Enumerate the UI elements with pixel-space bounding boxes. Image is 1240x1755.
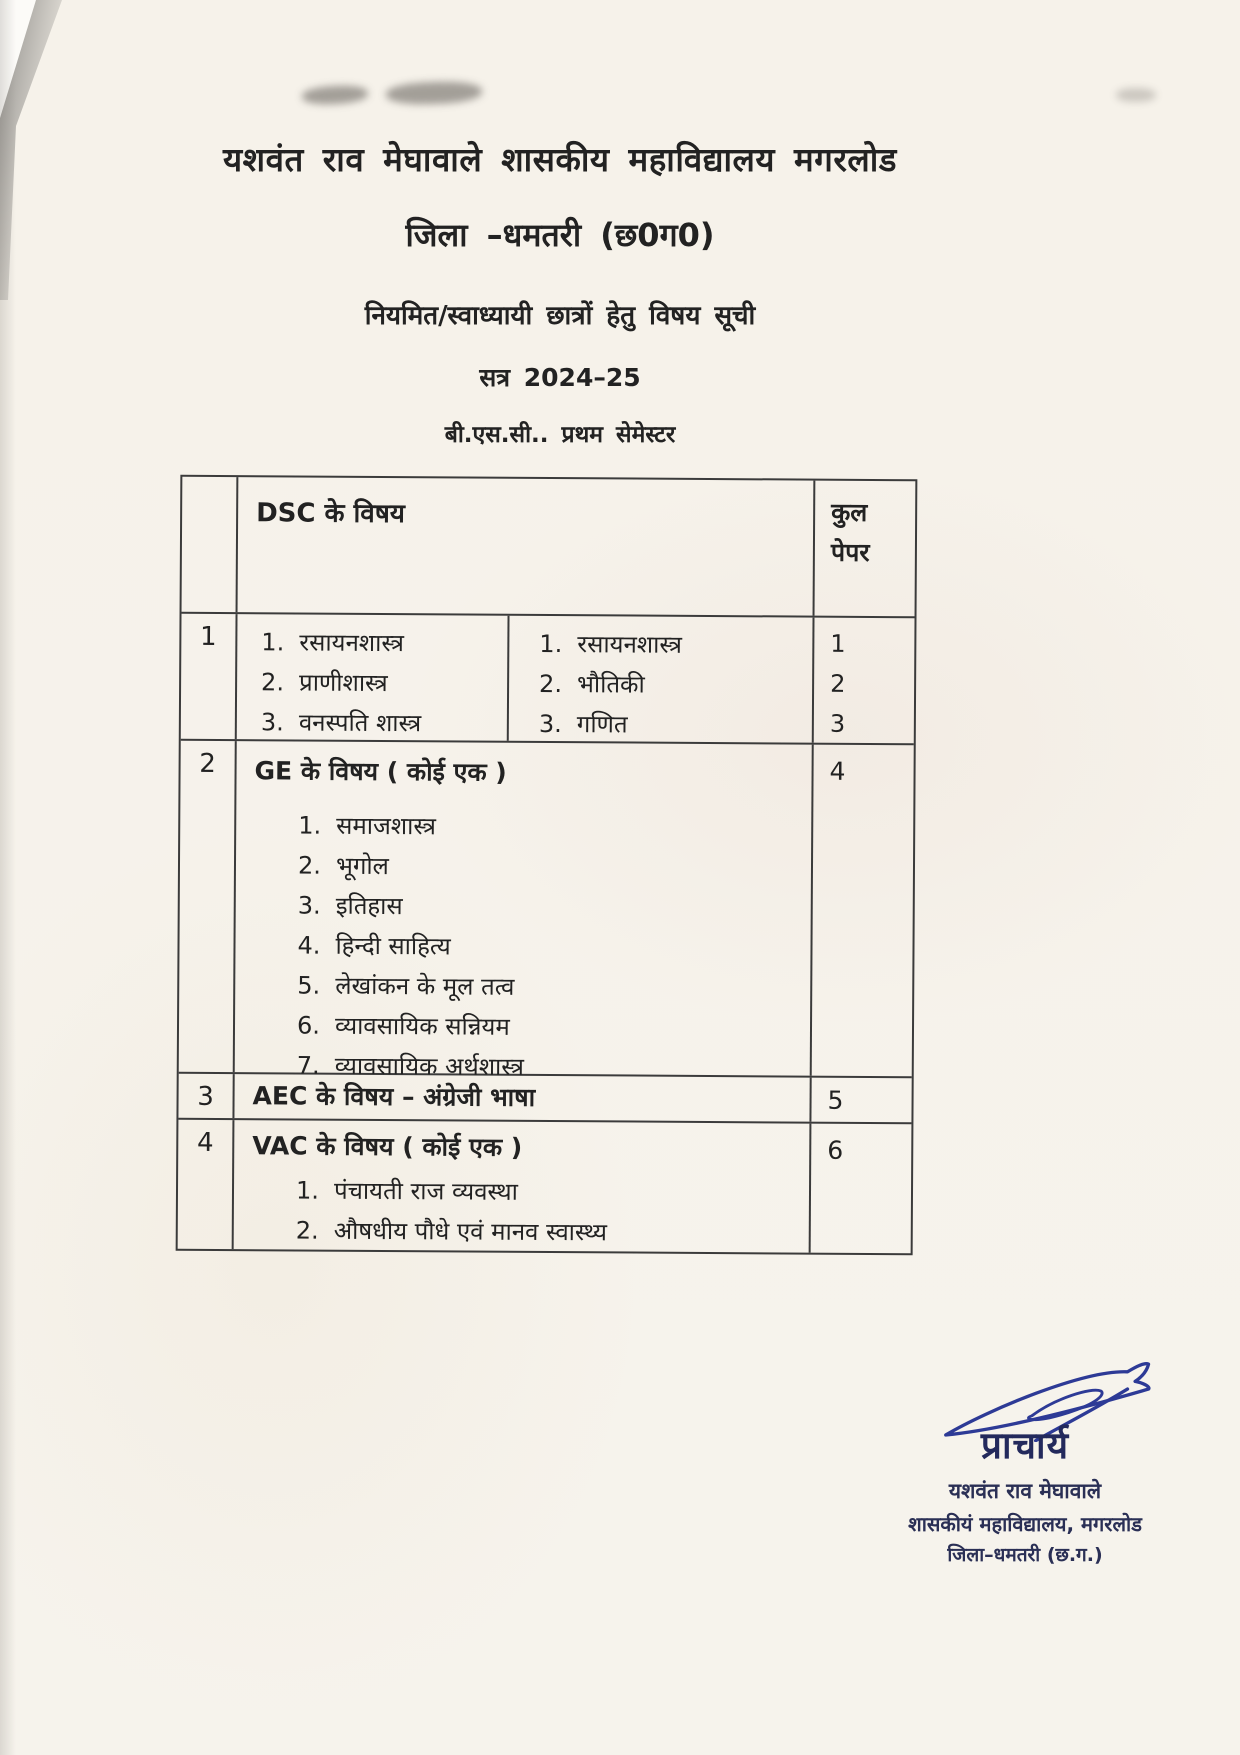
list-item: 4. हिन्दी साहित्य [297,931,451,961]
dsc-list-b [509,616,813,743]
papers-header-line1: कुल [831,497,868,527]
papers-count-cell [814,618,915,744]
ge-subjects-cell [235,741,814,1081]
header-subject-cell: DSC के विषय [238,477,816,616]
header-papers-cell [815,481,916,617]
vac-heading: VAC के विषय ( कोई एक ) [252,1131,523,1162]
list-item: 1. रसायनशास्त्र [261,628,405,658]
ge-list [297,805,812,1088]
list-item: 1. समाजशास्त्र [298,811,437,841]
list-item: 2. भौतिकी [539,669,645,699]
list-item: 2. औषधीय पौधे एवं मानव स्वास्थ्य [295,1216,608,1247]
row-sn: 4 [178,1120,235,1249]
papers-count-cell: 5 [827,1085,844,1115]
list-item: 2. भूगोल [297,851,389,881]
scan-smudge [302,84,369,105]
papers-count: 3 [829,709,846,738]
header-sn-cell [182,477,239,612]
list-item: 1. रसायनशास्त्र [539,629,683,659]
vac-list [296,1170,809,1253]
signature-block [880,1360,1170,1567]
row-sn: 3 [178,1074,234,1118]
list-item: 2. प्राणीशास्त्र [261,668,388,698]
signature-designation: प्राचार्य [980,1424,1070,1467]
subject-list-heading: नियमित/स्वाध्यायी छात्रों हेतु विषय सूची [364,301,756,331]
dsc-list-a [237,614,510,741]
papers-count-cell: 4 [829,756,846,786]
list-item: 1. पंचायती राज व्यवस्था [295,1176,518,1206]
scan-smudge [386,80,483,105]
course-semester-line: बी.एस.सी.. प्रथम सेमेस्टर [444,422,676,448]
list-item: 5. लेखांकन के मूल तत्व [297,971,515,1001]
list-item: 6. व्यावसायिक सन्नियम [296,1011,510,1041]
list-item: 3. इतिहास [297,891,403,921]
list-item: 3. वनस्पति शास्त्र [260,708,422,738]
aec-heading: AEC के विषय – अंग्रेजी भाषा [252,1081,536,1112]
papers-count: 1 [830,629,846,658]
session-line: सत्र 2024–25 [479,363,641,392]
signature-org-line1: यशवंत राव मेघावाले [948,1479,1102,1503]
district-line: जिला –धमतरी (छ0ग0) [405,216,715,254]
list-item: 3. गणित [538,709,628,739]
scan-edge-shadow [0,0,16,1755]
table-row-ge [179,741,914,1081]
ge-heading: GE के विषय ( कोई एक ) [254,756,507,787]
table-row-aec [178,1074,911,1124]
papers-count-cell: 6 [827,1135,844,1165]
dsc-subjects-cell [237,614,815,743]
row-sn: 1 [181,614,238,739]
list-item: 7. व्यावसायिक अर्थशास्त्र [296,1051,524,1081]
table-row-dsc [181,614,915,745]
table-row-vac [178,1120,912,1253]
papers-header-line2: पेपर [830,537,870,567]
vac-subjects-cell [234,1120,812,1253]
papers-count: 2 [830,669,846,698]
college-title: यशवंत राव मेघावाले शासकीय महाविद्यालय मगरलोड [223,140,897,179]
signature-org-line3: जिला–धमतरी (छ.ग.) [947,1544,1103,1566]
row-sn: 2 [179,741,237,1072]
aec-subjects-cell [234,1074,811,1122]
table-header-row [182,477,916,618]
subjects-table [176,475,918,1255]
scan-smudge [1116,88,1156,102]
signature-org-line2: शासकीयं महाविद्यालय, मगरलोड [908,1512,1142,1536]
